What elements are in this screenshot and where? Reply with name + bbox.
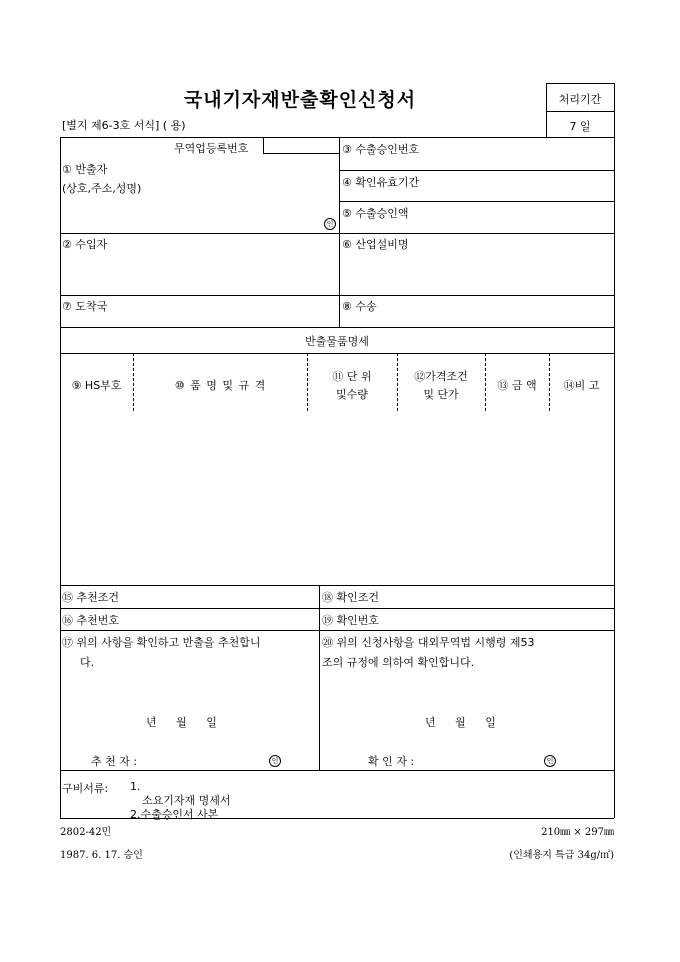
processing-box-top [546,83,614,84]
processing-box-mid [546,111,614,112]
form-reference: [별지 제6-3호 서식] ( 용) [62,119,186,132]
right-row-line-2 [339,201,614,202]
transport-label: ⑧ 수송 [342,300,377,313]
approval-date: 1987. 6. 17. 승인 [60,850,143,861]
items-heading-bottom [60,353,614,354]
recommend-statement-line2: 다. [80,656,95,669]
col-unit-line1: ⑪ 단 위 [332,370,372,383]
attachment-1: 소요기자재 명세서 [142,794,231,807]
attachment-2: 2.수출승인서 사본 [130,808,219,821]
bottom-section-top [60,585,614,586]
bottom-split [319,585,320,770]
destination-label: ⑦ 도착국 [62,300,108,313]
recommend-statement-line1: ⑰ 위의 사항을 확인하고 반출을 추천합니 [62,636,261,649]
processing-period-label: 처리기간 [558,93,602,106]
col-amount: ⑬ 금 액 [497,379,537,392]
recommend-condition: ⑮ 추천조건 [62,591,120,604]
trade-reg-no-label: 무역업등록번호 [174,142,249,155]
attachments-label: 구비서류: [62,782,109,795]
row-line-importer [60,233,614,234]
col-hs-code: ⑨ HS부호 [71,379,122,392]
confirm-statement-line1: ⑳ 위의 신청사항을 대외무역법 시행령 제53 [322,636,535,649]
frame-left [60,137,61,818]
trade-reg-box-left [263,137,264,153]
date-right: 년 월 일 [425,716,496,729]
trade-reg-box-bottom [263,153,339,154]
confirm-statement-line2: 조의 규정에 의하여 확인합니다. [322,656,475,669]
form-number: 2802-42민 [60,827,112,838]
recommender-label: 추 천 자 : [91,755,138,768]
attachment-1-number: 1. [130,780,141,793]
items-table-heading: 반출물품명세 [305,335,369,348]
confirmer-label: 확 인 자 : [368,755,415,768]
frame-right [614,137,615,818]
paper-size: 210㎜ × 297㎜ [541,827,614,838]
processing-period-days: 7 일 [569,120,591,133]
recommend-number: ⑯ 추천번호 [62,614,120,627]
exporter-detail: (상호,주소,성명) [62,182,142,195]
col-item-name: ⑩ 품 명 및 규 격 [174,379,266,392]
col-unit-line2: 및수량 [336,388,368,401]
col-remarks: ⑭비 고 [563,379,600,392]
items-heading-top [60,327,614,328]
upper-split [339,137,340,327]
paper-spec: (인쇄용지 특급 34g/㎡) [509,850,614,861]
importer-label: ② 수입자 [62,238,108,251]
industrial-facility-label: ⑥ 산업설비명 [342,238,409,251]
col-price-line1: ⑫가격조건 [414,370,468,383]
row-line-numbers [60,608,614,609]
processing-box-right [614,83,615,138]
row-line-destination [60,295,614,296]
attachments-top [60,770,614,771]
right-row-line-1 [339,170,614,171]
confirm-condition: ⑱ 확인조건 [322,591,380,604]
row-line-statements [60,630,614,631]
confirm-number: ⑲ 확인번호 [322,614,380,627]
exporter-label: ① 반출자 [62,163,108,176]
col-price-line2: 및 단가 [423,388,459,401]
confirm-valid-period: ④ 확인유효기간 [342,176,420,189]
date-left: 년 월 일 [146,716,217,729]
form-title: 국내기자재반출확인신청서 [183,89,417,111]
exporter-seal: 인 [324,218,336,230]
export-approval-amount: ⑤ 수출승인액 [342,207,409,220]
frame-top [60,137,614,138]
recommender-seal: 인 [269,755,281,767]
confirmer-seal: 인 [544,755,556,767]
export-approval-no: ③ 수출승인번호 [342,143,420,156]
